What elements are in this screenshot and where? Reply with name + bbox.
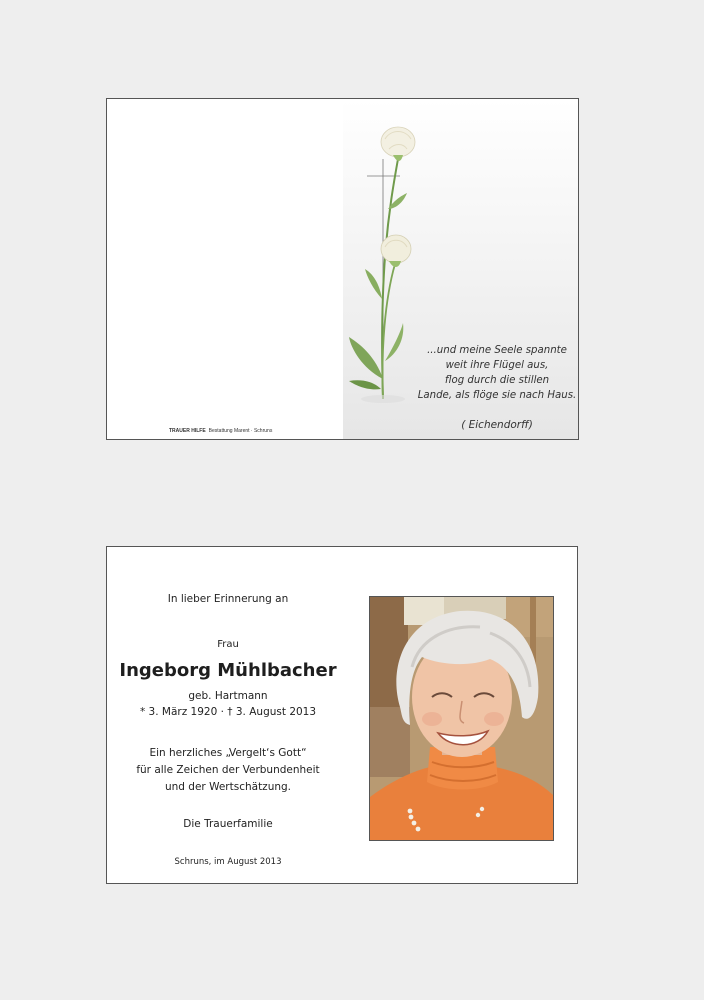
poem bbox=[405, 343, 578, 403]
rose-stem-top bbox=[382, 159, 398, 399]
front-card bbox=[106, 98, 579, 440]
imprint bbox=[169, 428, 272, 434]
inside-card bbox=[106, 546, 578, 884]
leaf-2 bbox=[385, 323, 403, 361]
thanks-line: für alle Zeichen der Verbundenheit bbox=[136, 764, 320, 776]
place-date: Schruns, im August 2013 bbox=[174, 857, 282, 867]
front-left-panel bbox=[107, 99, 343, 439]
birth-name: geb. Hartmann bbox=[188, 690, 268, 702]
thanks-line: Ein herzliches „Vergelt‘s Gott“ bbox=[149, 747, 307, 759]
poem-line: Lande, als flöge sie nach Haus. bbox=[417, 390, 577, 401]
poem-line: flog durch die stillen bbox=[444, 375, 550, 386]
poem-line: ...und meine Seele spannte bbox=[427, 345, 567, 356]
leaf-1 bbox=[349, 337, 383, 379]
poem-author: ( Eichendorff) bbox=[461, 419, 533, 431]
life-dates: * 3. März 1920 · † 3. August 2013 bbox=[139, 706, 317, 718]
thanks-text bbox=[107, 745, 349, 796]
imprint-text: Bestattung Marent · Schruns bbox=[208, 428, 273, 434]
memorial-text bbox=[107, 547, 349, 883]
salutation: Frau bbox=[217, 639, 239, 650]
leaf-3 bbox=[349, 380, 381, 389]
leaf-4 bbox=[365, 269, 382, 299]
intro-text: In lieber Erinnerung an bbox=[167, 593, 289, 605]
front-right-panel bbox=[343, 99, 578, 439]
portrait-image bbox=[370, 597, 554, 841]
portrait-photo bbox=[369, 596, 554, 841]
poem-line: weit ihre Flügel aus, bbox=[445, 360, 549, 371]
signoff: Die Trauerfamilie bbox=[183, 818, 273, 830]
deceased-name: Ingeborg Mühlbacher bbox=[119, 660, 337, 681]
thanks-line: und der Wertschätzung. bbox=[164, 781, 292, 793]
imprint-brand: TRAUER HILFE bbox=[169, 428, 206, 434]
rose-lower bbox=[381, 235, 411, 263]
